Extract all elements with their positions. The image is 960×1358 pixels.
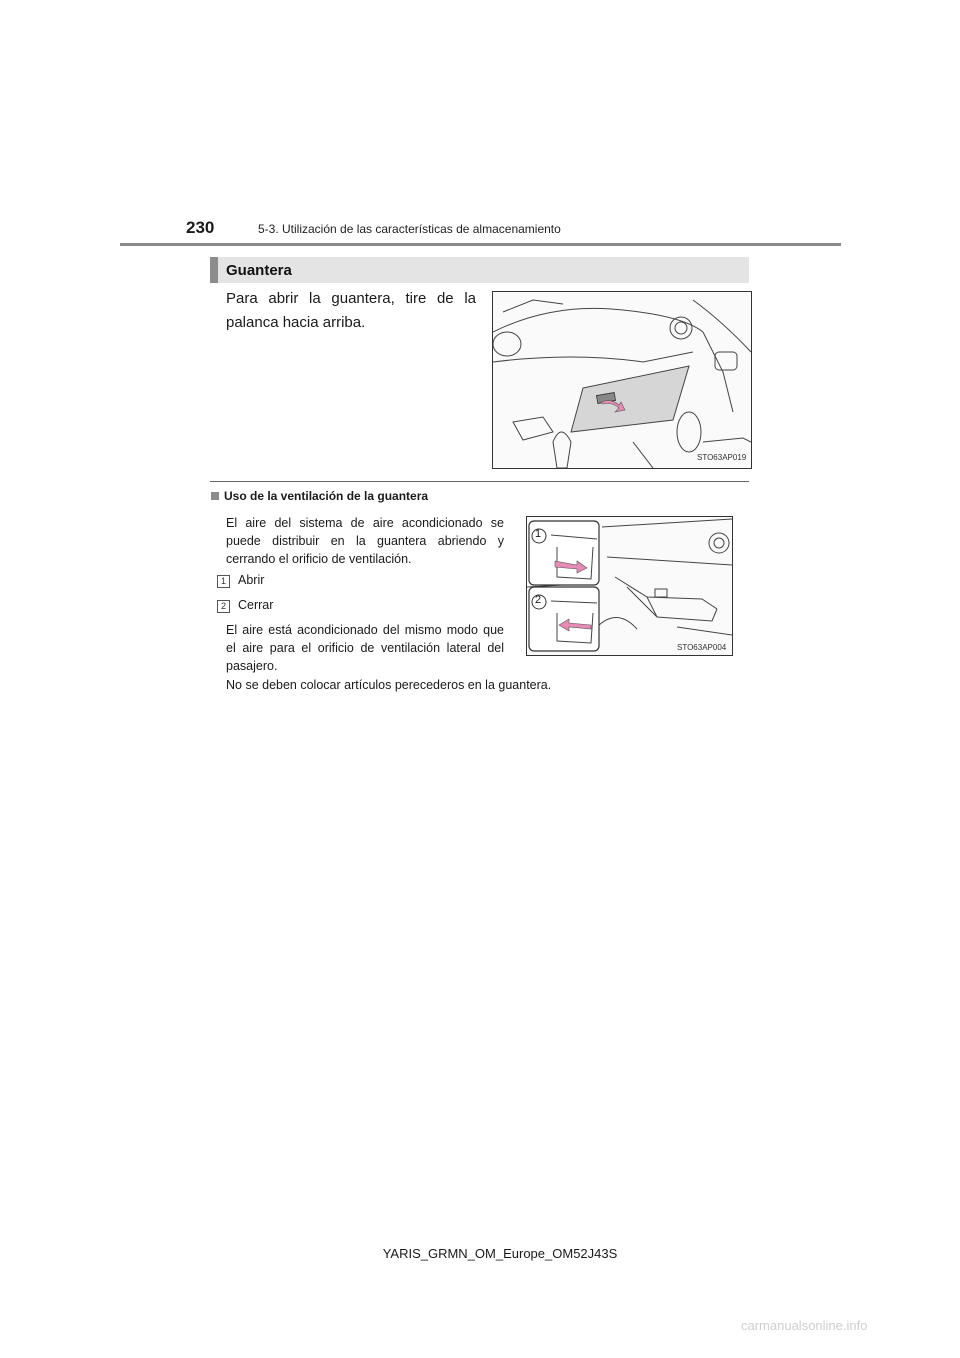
- section-heading-accent: [210, 257, 218, 283]
- dashboard-drawing: [493, 292, 751, 468]
- callout-2: 2: [535, 594, 542, 606]
- item-label-open: Abrir: [238, 573, 265, 587]
- ventilation-note: El aire está acondicionado del mismo modo que el aire para el orificio de ventilación lateral del pasajero.: [226, 623, 504, 673]
- item-number-1: 1: [217, 575, 230, 588]
- page-number: 230: [186, 218, 215, 237]
- document-id: YARIS_GRMN_OM_Europe_OM52J43S: [382, 1246, 618, 1261]
- figure-code: STO63AP004: [677, 643, 727, 652]
- glovebox-instruction: Para abrir la guantera, tire de la palanca hacia arriba.: [226, 290, 476, 331]
- callout-1: 1: [535, 528, 542, 540]
- item-number-2: 2: [217, 600, 230, 613]
- glovebox-illustration: [492, 291, 752, 469]
- section-title: 5-3. Utilización de las características de almacenamiento: [258, 222, 561, 236]
- watermark: carmanualsonline.info: [741, 1318, 868, 1333]
- item-label-close: Cerrar: [238, 598, 274, 612]
- figure-code: STO63AP019: [697, 453, 747, 462]
- vent-drawing: [527, 517, 732, 655]
- vent-illustration: [526, 516, 733, 656]
- subsection-marker: [211, 492, 219, 500]
- ventilation-warning: No se deben colocar artículos perecederos en la guantera.: [226, 678, 552, 692]
- header-rule: [120, 243, 841, 246]
- subsection-rule: [210, 481, 749, 482]
- ventilation-description: El aire del sistema de aire acondicionado se puede distribuir en la guantera abriendo y cerrando el orificio de ventilación.: [226, 516, 504, 566]
- subsection-title: Uso de la ventilación de la guantera: [224, 489, 429, 503]
- section-heading-title: Guantera: [226, 262, 292, 279]
